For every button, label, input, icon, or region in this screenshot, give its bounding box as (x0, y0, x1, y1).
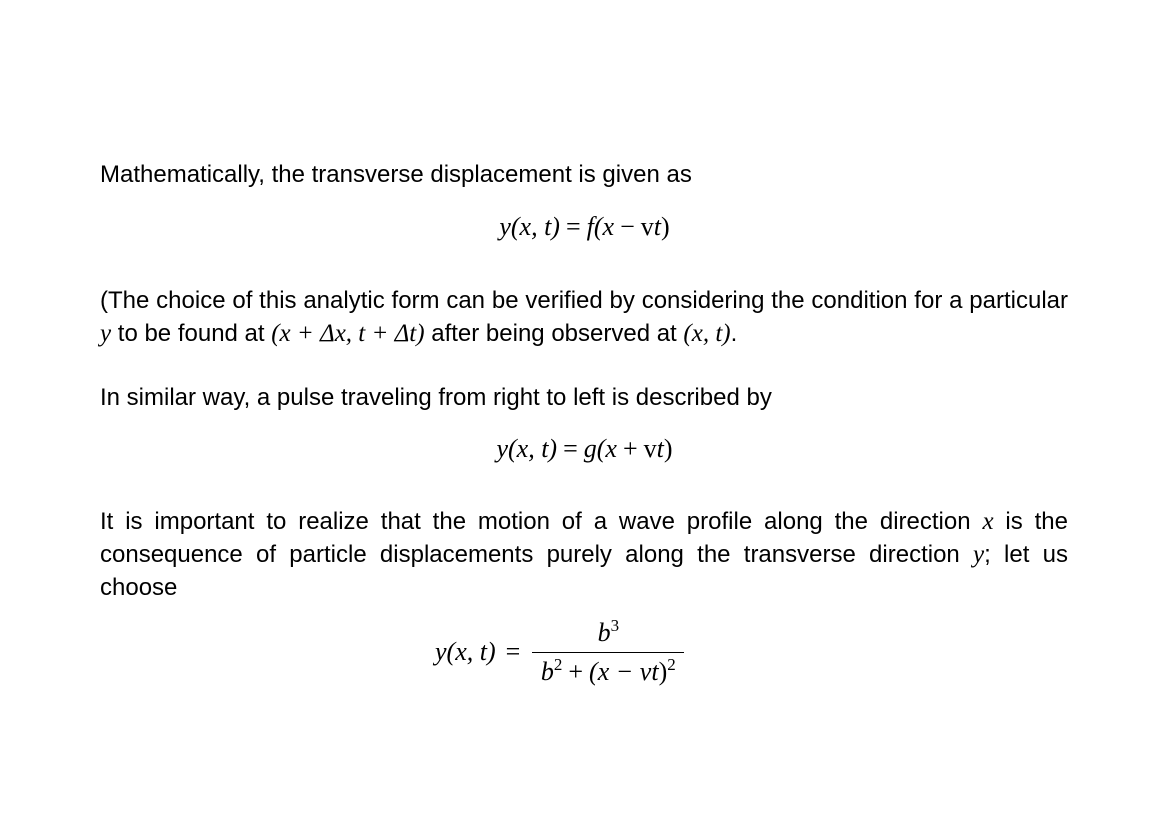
eq3-den-close: ) (658, 656, 668, 686)
eq3-den-base: b (540, 656, 554, 686)
equation-right-moving-pulse (0, 210, 1169, 244)
paragraph-left-moving-text: In similar way, a pulse traveling from right to left is described by (100, 384, 772, 411)
p2-point1: (x + Δx, t + Δt) (271, 320, 425, 347)
eq2-close: ) (663, 434, 673, 463)
eq1-minus: − (620, 212, 635, 241)
p4-part1: It is important to realize that the motion of a wave profile along the direction (100, 508, 983, 535)
eq3-den-exp: 2 (553, 654, 563, 674)
eq3-den-t: t (651, 656, 659, 686)
eq2-plus: + (622, 434, 638, 463)
eq2-equals: = (563, 434, 578, 463)
paragraph-analytic-form (100, 284, 1068, 350)
eq2-v: v (643, 434, 657, 463)
eq3-denominator (539, 653, 678, 687)
p4-part3: ; let us choose (100, 541, 1069, 601)
p4-var-x: x (982, 508, 994, 535)
p4-var-y: y (973, 541, 985, 568)
equation-left-moving-pulse (0, 432, 1169, 466)
eq1-v: v (640, 212, 654, 241)
equation-lorentzian-pulse (435, 612, 684, 692)
eq2-g: g (583, 434, 597, 463)
eq1-lhs-args: (x, t) (510, 212, 560, 241)
eq2-open: (x (596, 434, 617, 463)
eq3-num-exp: 3 (610, 615, 620, 635)
eq3-num-base: b (597, 617, 611, 647)
eq2-lhs-args: (x, t) (508, 434, 558, 463)
eq3-den-paren: (x − v (589, 656, 652, 686)
eq1-open: (x (593, 212, 615, 241)
paragraph-intro (100, 158, 1068, 191)
p2-var-y: y (100, 320, 112, 347)
paragraph-intro-text: Mathematically, the transverse displacement is given as (100, 161, 692, 188)
p2-point2: (x, t) (683, 320, 731, 347)
p2-part1: (The choice of this analytic form can be verified by considering the condition for a particular (100, 287, 1068, 314)
eq1-close: ) (660, 212, 670, 241)
eq3-equals: = (505, 637, 521, 666)
paragraph-left-moving (100, 381, 1068, 414)
eq3-fraction (532, 615, 684, 687)
eq1-t: t (653, 212, 661, 241)
eq2-lhs-y: y (496, 434, 508, 463)
eq1-lhs-y: y (499, 212, 511, 241)
p2-part2: to be found at (111, 320, 272, 347)
eq1-f: f (586, 212, 594, 241)
paragraph-wave-profile (100, 505, 1068, 604)
eq2-t: t (656, 434, 664, 463)
eq3-lhs-args: (x, t) (446, 637, 496, 666)
eq1-equals: = (565, 212, 581, 241)
p2-part4: . (730, 320, 738, 347)
eq3-den-paren-exp: 2 (667, 654, 676, 674)
eq3-den-plus: + (568, 656, 584, 686)
p2-part3: after being observed at (424, 320, 684, 347)
eq3-lhs-y: y (435, 637, 447, 666)
eq3-numerator (596, 615, 622, 652)
p4-part2: is the consequence of particle displacements purely along the transverse direction (100, 508, 1068, 568)
